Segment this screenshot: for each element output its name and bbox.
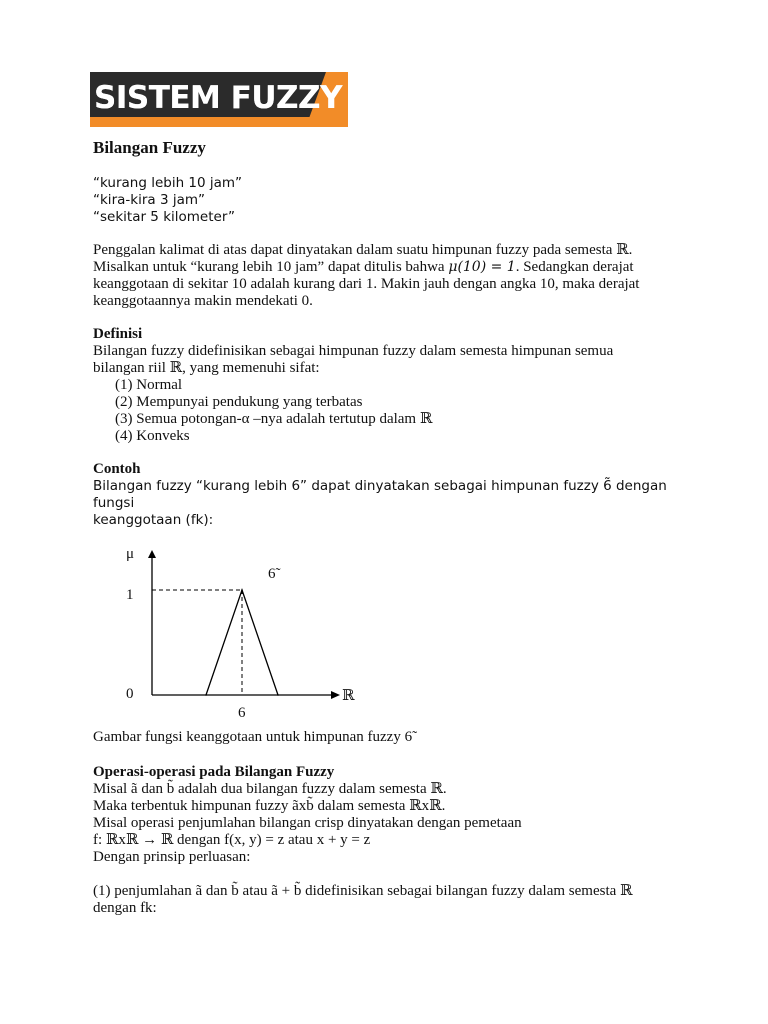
data-point — [241, 589, 243, 591]
operasi-line: (1) penjumlahan ã dan b̃ atau ã + b̃ didefinisikan sebagai bilangan fuzzy dalam semesta ℝ — [93, 883, 633, 899]
x-axis-label: ℝ — [342, 688, 355, 704]
y-axis-label: μ — [126, 546, 135, 562]
operasi-line: Dengan prinsip perluasan: — [93, 849, 251, 865]
intro-line: Penggalan kalimat di atas dapat dinyatakan dalam suatu himpunan fuzzy pada semesta ℝ. — [93, 242, 633, 258]
operasi-section — [93, 764, 683, 917]
logo-text: SISTEM FUZZY — [94, 80, 342, 116]
list-item: (4) Konveks — [115, 428, 190, 444]
list-item: (1) Normal — [115, 377, 183, 393]
figure-caption: Gambar fungsi keanggotaan untuk himpunan fuzzy 6̃ — [93, 729, 413, 745]
definisi-line: Bilangan fuzzy didefinisikan sebagai himpunan fuzzy dalam semesta himpunan semua — [93, 343, 614, 359]
x-axis-arrow-icon — [331, 691, 340, 699]
intro-text: Misalkan untuk “kurang lebih 10 jam” dapat ditulis bahwa — [93, 259, 449, 275]
y-tick-label: 0 — [126, 686, 134, 702]
contoh-heading: Contoh — [93, 461, 141, 477]
operasi-line: dengan fk: — [93, 900, 157, 916]
quote-item: “kira-kira 3 jam” — [93, 192, 205, 208]
intro-line: keanggotaan di sekitar 10 adalah kurang dari 1. Makin jauh dengan angka 10, maka derajat — [93, 276, 640, 292]
quote-item: “kurang lebih 10 jam” — [93, 175, 243, 191]
definisi-heading: Definisi — [93, 326, 143, 342]
chart-svg — [110, 540, 370, 730]
membership-chart — [110, 540, 370, 730]
contoh-section — [93, 461, 683, 529]
y-axis-arrow-icon — [148, 550, 156, 558]
intro-line — [93, 259, 683, 276]
operasi-line: Maka terbentuk himpunan fuzzy ãxb̃ dalam semesta ℝxℝ. — [93, 798, 446, 814]
series-label: 6̃ — [268, 566, 276, 582]
spacer — [93, 866, 683, 883]
definisi-line: bilangan riil ℝ, yang memenuhi sifat: — [93, 360, 320, 376]
list-item: (2) Mempunyai pendukung yang terbatas — [115, 394, 363, 410]
mu-equation: μ(10) = 1 — [448, 259, 516, 275]
operasi-line: Misal ã dan b̃ adalah dua bilangan fuzzy dalam semesta ℝ. — [93, 781, 447, 797]
contoh-line: keanggotaan (fk): — [93, 512, 214, 528]
quote-list — [93, 175, 683, 226]
page-title: Bilangan Fuzzy — [93, 138, 206, 157]
list-item: (3) Semua potongan-α –nya adalah tertutup dalam ℝ — [115, 411, 433, 427]
intro-paragraph — [93, 242, 683, 310]
quote-item: “sekitar 5 kilometer” — [93, 209, 235, 225]
operasi-line: Misal operasi penjumlahan bilangan crisp dinyatakan dengan pemetaan — [93, 815, 522, 831]
data-point — [277, 694, 279, 696]
definisi-section — [93, 326, 683, 445]
operasi-line: f: ℝxℝ → ℝ dengan f(x, y) = z atau x + y = z — [93, 832, 371, 848]
intro-line: keanggotaannya makin mendekati 0. — [93, 293, 313, 309]
x-tick-label: 6 — [238, 705, 246, 721]
y-tick-label: 1 — [126, 587, 134, 603]
contoh-line: Bilangan fuzzy “kurang lebih 6” dapat dinyatakan sebagai himpunan fuzzy 6̃ dengan fungsi — [93, 478, 667, 511]
intro-text: . Sedangkan derajat — [515, 259, 634, 275]
operasi-heading: Operasi-operasi pada Bilangan Fuzzy — [93, 764, 335, 780]
data-point — [205, 694, 207, 696]
